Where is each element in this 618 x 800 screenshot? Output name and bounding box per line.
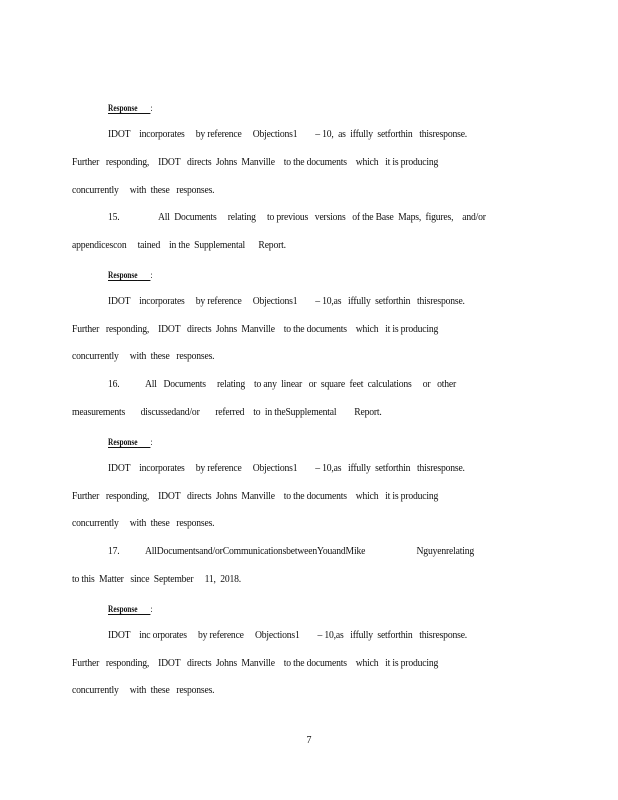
- response-text-line: concurrently with these responses.: [72, 351, 215, 362]
- request-text-line: to this Matter since September 11, 2018.: [72, 574, 242, 585]
- response-colon: :: [150, 103, 153, 113]
- request-number: 15.: [108, 212, 120, 223]
- request-number: 17.: [108, 546, 120, 557]
- response-heading: Response :: [108, 604, 153, 614]
- response-text-line: concurrently with these responses.: [72, 685, 215, 696]
- response-heading: [108, 103, 153, 113]
- request-text-line: All Documents relating to any linear or square feet calculations or other: [145, 379, 457, 390]
- page-number: 7: [306, 735, 312, 746]
- response-heading: Response :: [108, 270, 153, 280]
- request-text-line: measurements discussedand/or referred to in theSupplemental Report.: [72, 407, 382, 418]
- response-text-line: Further responding, IDOT directs Johns Manville to the documents which it is producing: [72, 658, 439, 669]
- response-text-line: IDOT inc orporates by reference Objections1 – 10,as iffully setforthin thisresponse.: [108, 630, 468, 641]
- request-text-line: AllDocumentsand/orCommunicationsbetweenYouandMike Nguyenrelating: [145, 546, 475, 557]
- response-text-line: IDOT incorporates by reference Objections1 – 10,as iffully setforthin thisresponse.: [108, 463, 465, 474]
- request-number: 16.: [108, 379, 120, 390]
- response-text-line: Further responding, IDOT directs Johns Manville to the documents which it is producing: [72, 157, 439, 168]
- request-text-line: All Documents relating to previous versions of the Base Maps, figures, and/or: [158, 212, 486, 223]
- response-heading: Response :: [108, 437, 153, 447]
- response-label: Response: [108, 103, 138, 113]
- response-text-line: Further responding, IDOT directs Johns Manville to the documents which it is producing: [72, 324, 439, 335]
- response-text-line: concurrently with these responses.: [72, 185, 215, 196]
- request-text-line: appendicescon tained in the Supplemental Report.: [72, 240, 286, 251]
- response-text-line: IDOT incorporates by reference Objections1 – 10,as iffully setforthin thisresponse.: [108, 296, 465, 307]
- response-text-line: Further responding, IDOT directs Johns Manville to the documents which it is producing: [72, 491, 439, 502]
- response-text-line: IDOT incorporates by reference Objections1 – 10, as iffully setforthin thisresponse.: [108, 129, 468, 140]
- response-text-line: concurrently with these responses.: [72, 518, 215, 529]
